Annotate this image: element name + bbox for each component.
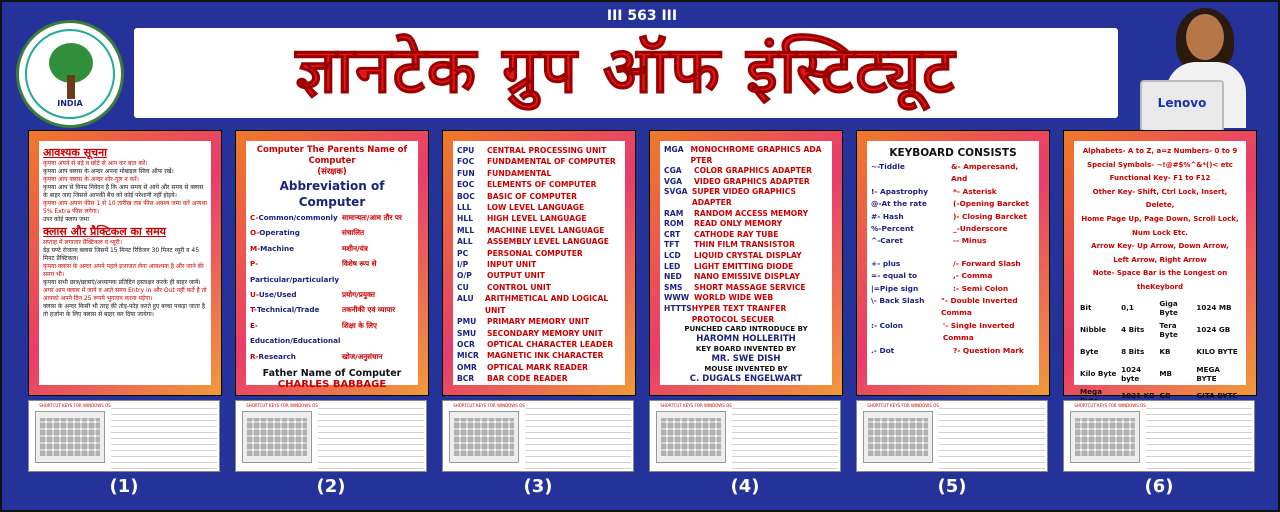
shortcut-card-title: SHORTCUT KEYS FOR WINDOWS OS — [1074, 403, 1146, 408]
logo-text: INDIA — [57, 99, 83, 108]
symbol-row — [871, 270, 1035, 282]
shortcut-card — [1063, 400, 1255, 472]
notice-item: कृपया आप क्लास के अन्दर शोर-गुल न करें। — [43, 176, 139, 183]
symbol-row — [871, 211, 1035, 223]
panel-number: (5) — [937, 476, 967, 497]
abbreviation-row — [457, 293, 621, 316]
student-with-laptop-image — [1136, 8, 1276, 128]
abbreviation-row — [664, 272, 828, 283]
table-cell: GITA BYTE — [1196, 391, 1238, 401]
abbreviation-row — [250, 256, 414, 287]
table-cell: 1021 KB — [1121, 391, 1155, 401]
abbreviation-letter: P- — [250, 259, 259, 269]
abbreviation-word — [250, 241, 342, 256]
inventor-label: KEY BOARD INVENTED BY — [695, 345, 797, 354]
abbreviation-english: Use/Used — [258, 290, 297, 300]
abbreviation-value: SECONDARY MEMORY UNIT — [487, 328, 603, 338]
abbreviation-row — [457, 270, 621, 281]
abbreviation-row — [664, 293, 828, 304]
symbol-rows — [871, 161, 1035, 248]
abbreviation-row — [250, 318, 414, 349]
abbreviation-value: OPTICAL MARK READER — [487, 362, 589, 372]
shortcut-list — [732, 407, 838, 469]
abbreviation-word — [250, 349, 342, 364]
notice-heading: आवश्यक सूचना — [43, 146, 108, 159]
class-time-item: अगर आप क्लास में जाने व आते समय Entry in और Out नहीं कर्ते हैं तो आपको अपने दिन 25 रूपये भुगतान करना पड़ेगा। — [43, 287, 207, 302]
symbol-left: ^-Caret — [871, 236, 903, 246]
abbreviation-key: BCR — [457, 374, 475, 384]
keyboard-info-line: Alphabets- A to Z, a=z Numbers- 0 to 9 — [1082, 147, 1238, 155]
abbreviation-row — [250, 225, 414, 240]
tree-trunk — [67, 75, 75, 99]
abbreviation-row — [457, 248, 621, 259]
parents-name-subtitle: (संरक्षक) — [317, 167, 347, 177]
abbreviation-hindi: मशीन/यंत्र — [342, 243, 368, 253]
symbol-right: -- Minus — [953, 236, 987, 246]
shortcut-list — [525, 407, 631, 469]
abbreviation-row — [664, 177, 828, 188]
abbreviation-key: BOC — [457, 191, 475, 201]
symbol-right: :- Semi Colon — [953, 283, 1009, 293]
abbreviation-row — [457, 191, 621, 202]
spacer — [871, 248, 1035, 258]
abbreviation-key: MGA — [664, 145, 684, 154]
abbreviation-key: SVGA — [664, 187, 688, 197]
abbreviation-title: Abbreviation of Computer — [279, 179, 385, 209]
abbreviation-key: EOC — [457, 180, 475, 190]
abbreviation-value: PERSONAL COMPUTER — [487, 248, 583, 258]
abbreviation-value: PRIMARY MEMORY UNIT — [487, 317, 590, 327]
abbreviation-letter: C- — [250, 213, 259, 222]
shortcut-card — [649, 400, 841, 472]
abbreviation-key: FOC — [457, 157, 475, 167]
table-cell: GB — [1159, 391, 1171, 401]
abbreviation-row — [664, 145, 828, 166]
symbol-left: |=Pipe sign — [871, 283, 919, 293]
abbreviation-word — [250, 256, 342, 287]
panel-notice — [28, 130, 222, 396]
abbreviation-rows — [664, 145, 828, 325]
panel-keyboard-info-content — [1074, 141, 1246, 401]
abbreviation-key: OCR — [457, 339, 475, 349]
abbreviation-key: PC — [457, 248, 469, 258]
symbol-left: !- Apastrophy — [871, 186, 929, 196]
inventor-label: MOUSE INVENTED BY — [704, 365, 788, 374]
shortcut-card-title: SHORTCUT KEYS FOR WINDOWS OS — [453, 403, 525, 408]
abbreviation-row — [664, 283, 828, 294]
shortcut-card-title: SHORTCUT KEYS FOR WINDOWS OS — [660, 403, 732, 408]
abbreviation-row — [457, 373, 621, 384]
inventor-name: C. DUGALS ENGELWART — [689, 374, 803, 385]
notice-item: उपर कोई फ्लाप जमा — [43, 216, 89, 223]
table-cell: MEGA BYTE — [1196, 364, 1220, 383]
keyboard-info-line: Arrow Key- Up Arrow, Down Arrow, — [1091, 242, 1229, 251]
symbol-left: =- equal to — [871, 271, 918, 281]
shortcut-card — [442, 400, 634, 472]
inventor-label: PUNCHED CARD INTRODUCE BY — [684, 325, 808, 334]
abbreviation-row — [664, 166, 828, 177]
abbreviation-value: MONOCHROME GRAPHICS ADA PTER — [690, 145, 822, 165]
abbreviation-row — [457, 350, 621, 361]
abbreviation-row — [457, 236, 621, 247]
panel-keyboard-info — [1063, 130, 1257, 401]
abbreviation-english: Research — [258, 351, 296, 361]
symbol-row — [871, 198, 1035, 210]
abbreviation-rows — [250, 210, 414, 364]
keyboard-info-line: Home Page Up, Page Down, Scroll Lock, — [1081, 214, 1239, 223]
abbreviation-key: HLL — [457, 214, 474, 224]
abbreviation-value: OPTICAL CHARACTER LEADER — [487, 339, 614, 349]
abbreviation-value: FUNDAMENTAL — [487, 168, 552, 178]
abbreviation-word — [250, 302, 342, 317]
abbreviation-row — [664, 262, 828, 273]
abbreviation-key: ROM — [664, 219, 684, 229]
abbreviation-key: FUN — [457, 168, 475, 178]
shortcut-card-title: SHORTCUT KEYS FOR WINDOWS OS — [39, 403, 111, 408]
keyboard-heading: KEYBOARD CONSISTS — [889, 147, 1017, 159]
abbreviation-key: NED — [664, 272, 682, 282]
table-cell: Nibble — [1080, 325, 1107, 335]
symbol-left: \- Back Slash — [871, 296, 925, 306]
abbreviation-word — [250, 318, 342, 349]
shortcut-list — [1146, 407, 1252, 469]
father-label: Father Name of Computer — [262, 368, 402, 380]
abbreviation-key: RAM — [664, 208, 684, 218]
table-cell: KB — [1159, 347, 1171, 357]
abbreviation-row — [664, 219, 828, 230]
class-time-item: कृपया सभी छात्र/छात्राएं/अध्यापक प्रतिदिन हस्ताक्षर करके ही बाहर जायें। — [43, 279, 201, 286]
abbreviation-word — [250, 225, 342, 240]
abbreviation-english: Machine — [260, 243, 294, 253]
abbreviation-row — [457, 145, 621, 156]
table-row — [1080, 319, 1240, 341]
shortcut-card — [856, 400, 1048, 472]
abbreviation-row — [250, 287, 414, 302]
shortcut-card — [28, 400, 220, 472]
symbol-left: ~-Tiddle — [871, 162, 905, 171]
table-cell: KILO BYTE — [1196, 347, 1238, 357]
abbreviation-letter: U- — [250, 290, 259, 300]
abbreviation-row — [457, 225, 621, 236]
panel-number: (4) — [730, 476, 760, 497]
symbol-right: &- Amperesand, And — [951, 162, 1019, 184]
keyboard-info-line: Functional Key- F1 to F12 — [1109, 174, 1211, 183]
abbreviation-row — [457, 202, 621, 213]
abbreviation-key: O/P — [457, 271, 472, 281]
abbreviation-row — [457, 259, 621, 270]
abbreviation-key: VGA — [664, 176, 682, 186]
shortcut-list — [111, 407, 217, 469]
abbreviation-key: CU — [457, 282, 469, 292]
abbreviation-value: WORLD WIDE WEB — [694, 293, 774, 303]
abbreviation-hindi: सामान्यतः/आम तौर पर — [342, 213, 402, 222]
panel-number: (6) — [1144, 476, 1174, 497]
abbreviation-value: ASSEMBLY LEVEL LANGUAGE — [487, 237, 609, 247]
abbreviation-key: WWW — [664, 293, 690, 303]
symbol-right: "- Double Inverted Comma — [940, 296, 1018, 318]
shortcut-card — [235, 400, 427, 472]
symbol-row — [871, 295, 1035, 320]
symbol-right: ,- Comma — [953, 271, 993, 281]
abbreviation-hindi: खोज/अनुसंधान — [342, 351, 383, 361]
abbreviation-key: OMR — [457, 362, 477, 372]
abbreviation-key: SMU — [457, 328, 477, 338]
abbreviation-key: PMU — [457, 317, 477, 327]
abbreviation-row — [664, 187, 828, 208]
shortcut-card-title: SHORTCUT KEYS FOR WINDOWS OS — [246, 403, 318, 408]
symbol-row — [871, 186, 1035, 198]
abbreviation-row — [457, 328, 621, 339]
abbreviation-value: MAGNETIC INK CHARACTER — [487, 351, 604, 361]
table-cell: MB — [1159, 369, 1173, 379]
abbreviation-key: MLL — [457, 225, 475, 235]
symbol-left: :- Colon — [871, 320, 903, 330]
abbreviation-value: BAR CODE READER — [487, 374, 568, 384]
symbol-left: @-At the rate — [871, 199, 927, 209]
abbreviation-letter: M- — [250, 243, 261, 253]
class-time-item: सप्ताह में लगातार प्रैक्टिकल व थ्यूरी। — [43, 239, 122, 246]
panel-abbreviation-computer — [235, 130, 429, 396]
abbreviation-row — [457, 168, 621, 179]
abbreviation-row — [457, 339, 621, 350]
abbreviation-value: BASIC OF COMPUTER — [487, 191, 577, 201]
abbreviation-row — [664, 230, 828, 241]
notice-item: कृपया आप अपना फीस 1 से 10 तारीख तक फीस अवश्य जमा करें अन्यथा 5% Extra फीस लगेगा। — [43, 200, 207, 215]
abbreviation-row — [664, 304, 828, 325]
shortcut-list — [318, 407, 424, 469]
abbreviation-english: Common/commonly — [258, 213, 338, 222]
abbreviation-word — [250, 287, 342, 302]
abbreviation-value: HYPER TEXT TRANFER PROTOCOL SECUER — [691, 303, 787, 324]
abbreviation-row — [250, 210, 414, 225]
abbreviation-hindi: तकनीकी एवं व्यापार — [342, 305, 396, 315]
table-cell: Byte — [1080, 347, 1099, 357]
class-time-heading: क्लास और प्रैक्टिकल का समय — [43, 225, 167, 238]
abbreviation-value: COLOR GRAPHICS ADAPTER — [694, 166, 812, 176]
abbreviation-value: MACHINE LEVEL LANGUAGE — [487, 225, 605, 235]
keyboard-info-line: Other Key- Shift, Ctrl Lock, Insert, Delete, — [1092, 187, 1228, 210]
abbreviation-row — [457, 156, 621, 167]
abbreviation-row — [457, 179, 621, 190]
abbreviation-hindi: प्रयोग/प्रयुक्त — [342, 290, 375, 300]
keyboard-icon — [863, 411, 933, 463]
keyboard-info-line: Num Lock Etc. — [1131, 228, 1189, 237]
page-title: ज्ञानटेक ग्रुप ऑफ इंस्टिट्यूट — [295, 34, 957, 108]
abbreviation-key: CGA — [664, 166, 682, 176]
symbol-left: .- Dot — [871, 345, 895, 355]
symbol-right: _-Underscore — [953, 224, 1008, 234]
table-cell: 4 Bits — [1121, 325, 1145, 335]
shortcut-list — [939, 407, 1045, 469]
table-row — [1080, 341, 1240, 363]
abbreviation-value: LIGHT EMITTING DIODE — [694, 261, 794, 271]
symbol-right: *- Asterisk — [953, 186, 997, 196]
symbol-left: %-Percent — [871, 224, 914, 234]
panel-number: (2) — [316, 476, 346, 497]
laptop-brand: Lenovo — [1157, 96, 1207, 110]
class-time-item: क्लास के अन्दर किसी भी तरह की तोड़-फोड़ करते हुए बच्चा पकड़ा जाता है तो हर्जाना के लिए क्लास से बाहर कर दिया जायेगा। — [43, 303, 205, 318]
abbreviation-value: ELEMENTS OF COMPUTER — [487, 180, 597, 190]
abbreviation-hindi: विशेष रूप से — [342, 259, 377, 269]
panel-keyboard-consists — [856, 130, 1050, 396]
abbreviation-row — [250, 241, 414, 256]
symbol-row — [871, 235, 1035, 247]
abbreviation-row — [457, 362, 621, 373]
abbreviation-english: Education/Educational — [250, 336, 341, 346]
abbreviation-hindi: संचालित — [342, 228, 365, 238]
keyboard-icon — [35, 411, 105, 463]
parents-name-title: Computer The Parents Name of Computer — [256, 145, 408, 166]
abbreviation-key: I/P — [457, 260, 469, 270]
abbreviation-key: CPU — [457, 146, 475, 155]
symbol-right: )- Closing Barcket — [953, 211, 1028, 221]
table-cell: Giga Byte — [1159, 298, 1178, 317]
symbol-rows — [871, 258, 1035, 357]
panel-notice-content — [39, 141, 211, 385]
abbreviation-value: CATHODE RAY TUBE — [694, 229, 779, 239]
abbreviation-hindi: शिक्षा के लिए — [342, 320, 377, 330]
symbol-right: /- Forward Slash — [953, 258, 1021, 268]
abbreviation-value: LIQUID CRYSTAL DISPLAY — [694, 250, 802, 260]
abbreviation-row — [457, 213, 621, 224]
class-time-item: कृपया क्लास के अन्दर अपने पहले इजाजत लेना आवश्यक है और जाने की समय भी। — [43, 263, 204, 278]
abbreviation-key: LED — [664, 261, 681, 271]
symbol-row — [871, 161, 1035, 186]
abbreviation-key: ALL — [457, 237, 473, 247]
shortcut-card-title: SHORTCUT KEYS FOR WINDOWS OS — [867, 403, 939, 408]
abbreviation-letter: E- — [250, 320, 258, 330]
abbreviation-key: ALU — [457, 294, 474, 304]
banner-code: III 563 III — [606, 8, 678, 24]
abbreviation-value: INPUT UNIT — [487, 260, 537, 270]
table-cell: Mega — [1080, 386, 1103, 396]
abbreviation-value: OUTPUT UNIT — [487, 271, 545, 281]
panel-number: (1) — [109, 476, 139, 497]
panel-abbreviations-1-content — [453, 141, 625, 385]
inventor-name: MR. SWE DISH — [711, 354, 781, 365]
abbreviation-english: Particular/particularly — [250, 274, 340, 284]
abbreviation-value: LOW LEVEL LANGUAGE — [487, 203, 585, 213]
table-cell: 1024 GB — [1196, 325, 1231, 335]
class-time-item: डेढ़ घण्टे रोजाना क्लास जिसमें 15 मिनट रिविजन 30 मिनट थ्यूरी व 45 मिनट प्रैक्टिकल। — [43, 247, 200, 262]
abbreviation-letter: O- — [250, 228, 260, 238]
father-name: CHARLES BABBAGE — [277, 379, 387, 391]
keyboard-icon — [242, 411, 312, 463]
abbreviation-row — [457, 282, 621, 293]
keyboard-info-line: Special Symbols- ~!@#$%^&*()< etc — [1087, 160, 1233, 169]
abbreviation-row — [250, 302, 414, 317]
symbol-row — [871, 258, 1035, 270]
table-cell: Tera Byte — [1159, 320, 1178, 339]
abbreviation-english: Technical/Trade — [256, 305, 320, 315]
symbol-left: #- Hash — [871, 211, 904, 221]
abbreviation-row — [250, 349, 414, 364]
table-cell: Bit — [1080, 303, 1092, 313]
panel-abbreviations-2-content — [660, 141, 832, 385]
abbreviation-value: READ ONLY MEMORY — [694, 219, 783, 229]
face — [1186, 14, 1224, 60]
abbreviation-letter: T- — [250, 305, 257, 315]
table-cell: 0,1 — [1121, 303, 1134, 313]
abbreviation-word — [250, 210, 342, 225]
abbreviation-row — [664, 209, 828, 220]
abbreviation-value: CONTROL UNIT — [487, 282, 551, 292]
keyboard-icon — [449, 411, 519, 463]
table-row — [1080, 363, 1240, 385]
abbreviation-row — [664, 240, 828, 251]
keyboard-info-line: Note- Space Bar is the Longest on theKeybord — [1092, 269, 1228, 291]
symbol-right: (-Opening Barcket — [953, 199, 1029, 209]
abbreviation-value: VIDEO GRAPHICS ADAPTER — [694, 176, 810, 186]
panel-abbreviations-2 — [649, 130, 843, 396]
notice-item: कृपया आप से विनम्र निवेदन है कि आप समय से आये और समय से क्लास के बाहर जाए जिससे आपकी बैच को कोई परेशानी नहीं होइये। — [43, 184, 204, 199]
notice-item: कृपया आप क्लास के अन्दर अपना मोबाइल स्विच ऑफ रखें। — [43, 168, 174, 175]
symbol-row — [871, 320, 1035, 345]
inventor-name: HAROMN HOLLERITH — [696, 334, 796, 345]
institute-logo — [16, 20, 124, 128]
notice-item: कृपया अपने से बड़े व छोटे से आप कर बात करें। — [43, 160, 148, 167]
symbol-right: '- Single Inverted Comma — [942, 320, 1015, 343]
symbol-right: ?- Question Mark — [953, 345, 1024, 355]
symbol-row — [871, 345, 1035, 357]
symbol-left: +- plus — [871, 258, 901, 268]
table-cell: 1024 byte — [1121, 364, 1142, 383]
abbreviation-value: NANO EMISSIVE DISPLAY — [694, 272, 801, 282]
keyboard-info-line: Left Arrow, Right Arrow — [1113, 255, 1207, 264]
abbreviation-value: CENTRAL PROCESSING UNIT — [487, 146, 607, 155]
abbreviation-value: THIN FILM TRANSISTOR — [694, 240, 795, 250]
panel-abbreviation-computer-content — [246, 141, 418, 391]
abbreviation-value: SUPER VIDEO GRAPHICS ADAPTER — [691, 187, 796, 207]
memory-units-table — [1080, 297, 1240, 407]
panel-abbreviations-1 — [442, 130, 636, 396]
abbreviation-key: MICR — [457, 351, 479, 361]
abbreviation-row — [457, 316, 621, 327]
abbreviation-row — [664, 251, 828, 262]
abbreviation-english: Operating — [259, 228, 300, 238]
table-cell: 1024 MB — [1196, 303, 1232, 313]
panel-number: (3) — [523, 476, 553, 497]
symbol-row — [871, 283, 1035, 295]
table-cell: 8 Bits — [1121, 347, 1145, 357]
abbreviation-key: CRT — [664, 229, 681, 239]
abbreviation-key: TFT — [664, 240, 680, 250]
keyboard-icon — [1070, 411, 1140, 463]
abbreviation-value: RANDOM ACCESS MEMORY — [694, 208, 809, 218]
abbreviation-key: LCD — [664, 250, 681, 260]
table-row — [1080, 297, 1240, 319]
abbreviation-value: SHORT MASSAGE SERVICE — [694, 282, 806, 292]
abbreviation-key: HTTTS — [664, 303, 692, 313]
panel-keyboard-consists-content — [867, 141, 1039, 385]
symbol-row — [871, 223, 1035, 235]
abbreviation-key: LLL — [457, 203, 472, 213]
table-cell: Kilo Byte — [1080, 369, 1117, 379]
abbreviation-key: SMS — [664, 282, 683, 292]
abbreviation-value: ARITHMETICAL AND LOGICAL UNIT — [484, 294, 609, 315]
keyboard-icon — [656, 411, 726, 463]
abbreviation-value: HIGH LEVEL LANGUAGE — [487, 214, 587, 224]
abbreviation-letter: R- — [250, 351, 259, 361]
keyboard-info-lines — [1078, 145, 1242, 295]
abbreviation-value: FUNDAMENTAL OF COMPUTER — [487, 157, 616, 167]
